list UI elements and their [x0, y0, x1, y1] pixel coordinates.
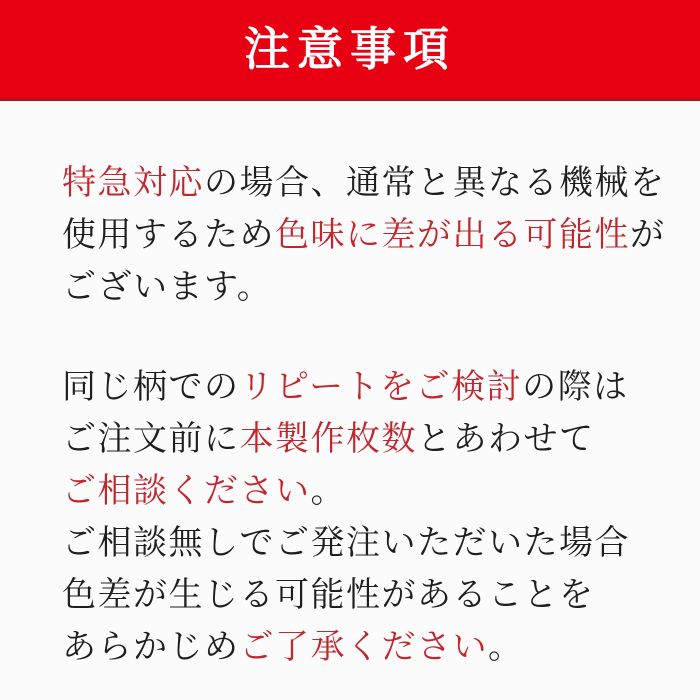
- notice-body: [0, 101, 700, 673]
- body-text: 同じ柄での: [62, 367, 240, 407]
- body-text: 。: [488, 627, 524, 667]
- emphasized-red-text: リピートをご検討: [239, 367, 523, 407]
- body-text: 色差が生じる可能性があることを: [62, 575, 595, 615]
- notice-header-banner: [0, 0, 700, 101]
- body-text: ご相談無しでご発注いただいた場合: [62, 523, 630, 563]
- notice-line: [62, 413, 670, 465]
- notice-line: [62, 569, 670, 621]
- body-text: 使用するため: [62, 215, 275, 255]
- body-text: の場合、通常と異なる機械を: [204, 163, 666, 203]
- page-title: 注意事項: [244, 22, 456, 76]
- body-text: あらかじめ: [62, 627, 240, 667]
- emphasized-red-text: 特急対応: [62, 163, 204, 203]
- notice-paragraph: [62, 361, 670, 673]
- body-text: ございます。: [62, 267, 273, 307]
- notice-paragraph: [62, 157, 670, 313]
- body-text: の際は: [522, 367, 629, 407]
- body-text: が: [630, 215, 666, 255]
- body-text: ご注文前に: [62, 419, 240, 459]
- notice-line: [62, 517, 670, 569]
- emphasized-red-text: ご了承ください: [239, 627, 488, 667]
- notice-line: [62, 261, 670, 313]
- emphasized-red-text: 本製作枚数: [239, 419, 417, 459]
- emphasized-red-text: 色味に差が出る可能性: [275, 215, 630, 255]
- body-text: とあわせて: [417, 419, 595, 459]
- emphasized-red-text: ご相談ください: [62, 471, 311, 511]
- body-text: 。: [310, 471, 346, 511]
- notice-line: [62, 361, 670, 413]
- notice-line: [62, 621, 670, 673]
- notice-line: [62, 465, 670, 517]
- notice-line: [62, 209, 670, 261]
- notice-line: [62, 157, 670, 209]
